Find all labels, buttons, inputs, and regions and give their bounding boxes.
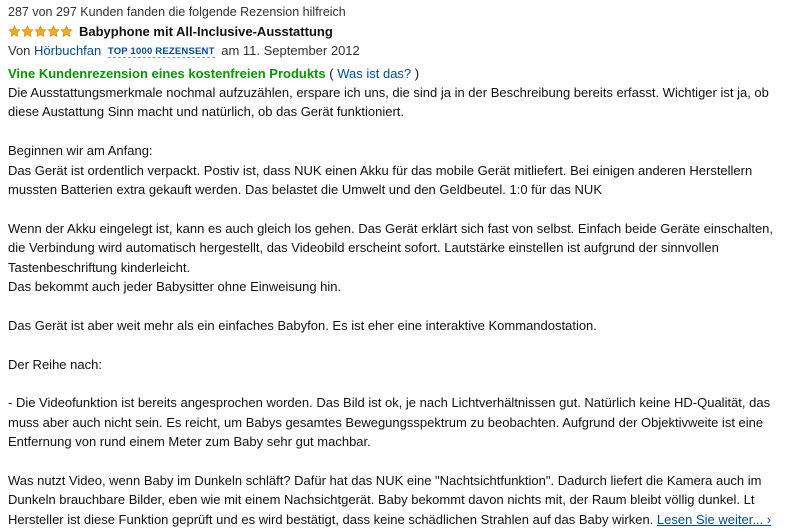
vine-notice — [8, 65, 788, 83]
review-date: am 11. September 2012 — [221, 43, 360, 58]
author-link[interactable]: Hörbuchfan — [34, 43, 102, 58]
star-icon — [34, 25, 47, 38]
paren-open: ( — [329, 66, 334, 81]
top-reviewer-badge[interactable]: TOP 1000 REZENSENT — [107, 46, 215, 57]
star-icon — [21, 25, 34, 38]
review-paragraph: - Die Videofunktion ist bereits angesprochen worden. Das Bild ist ok, je nach Lichtverhältnissen gut. Natürlich keine HD-Qualität, das muss aber auch nicht sein. Es reicht, um Babys gesamtes Bewegungsspektrum zu beobachten. Aufgrund der Objektivweite ist eine Entfernung von rund einem Meter zum Baby sehr gut machbar. — [8, 395, 771, 450]
star-icon — [60, 25, 73, 38]
read-more-link[interactable]: Lesen Sie weiter... › — [656, 511, 772, 527]
paren-close: ) — [414, 66, 420, 81]
review-paragraph: Das Gerät ist ordentlich verpackt. Postiv ist, dass NUK einen Akku für das mobile Gerät mitliefert. Bei einigen anderen Herstellern mussten Batterien extra gekauft werden. Das belastet die Umwelt und den Geldbeutel. 1:0 für das NUK — [8, 162, 753, 198]
review-paragraph: Die Ausstattungsmerkmale nochmal aufzuzählen, erspare ich uns, die sind ja in der Beschreibung bereits erfasst. Wichtiger ist ja, ob diese Austattung Sinn macht und natürlich, ob das Gerät funktioniert. — [8, 85, 769, 120]
helpful-votes-text: 287 von 297 Kunden fanden die folgende Rezension hilfreich — [8, 5, 346, 19]
review-byline — [8, 41, 788, 62]
review-paragraph-last — [8, 471, 780, 529]
vine-label: Vine Kundenrezension eines kostenfreien Produkts — [8, 66, 326, 81]
review-paragraph: Der Reihe nach: — [8, 356, 102, 372]
review-paragraph: Das Gerät ist aber weit mehr als ein einfaches Babyfon. Es ist eher eine interaktive Kommandostation. — [8, 317, 597, 333]
review-title-row — [8, 22, 788, 41]
star-icon — [47, 25, 60, 38]
review-paragraph: Wenn der Akku eingelegt ist, kann es auch gleich los gehen. Das Gerät erklärt sich fast von selbst. Einfach beide Geräte einschalten, die Verbindung wird automatisch hergestellt, das Videobild erscheint sofort. Lautstärke einstellen ist aufgrund der sinnvollen Tastenbeschriftung kinderleicht. — [8, 220, 774, 275]
review-body — [8, 83, 780, 529]
review-title: Babyphone mit All-Inclusive-Ausstattung — [79, 24, 333, 39]
review-paragraph: Das bekommt auch jeder Babysitter ohne Einweisung hin. — [8, 279, 342, 295]
review-paragraph: Beginnen wir am Anfang: — [8, 143, 153, 159]
star-rating — [8, 25, 73, 38]
star-icon — [8, 25, 21, 38]
byline-prefix: Von — [8, 43, 31, 58]
review-paragraph-text: Was nutzt Video, wenn Baby im Dunkeln schläft? Dafür hat das NUK eine "Nachtsichtfunktion". Dadurch liefert die Kamera auch im Dunkeln brauchbare Bilder, eben wie mit einem Nachsichtgerät. Baby bekommt davon nichts mit, der Raum bleibt völlig dunkel. Lt Hersteller ist diese Funktion geprüft und es wird bestätigt, dass keine schädlichen Strahlen auf das Baby wirken. — [8, 473, 762, 527]
what-is-this-link[interactable]: Was ist das? — [337, 66, 412, 81]
